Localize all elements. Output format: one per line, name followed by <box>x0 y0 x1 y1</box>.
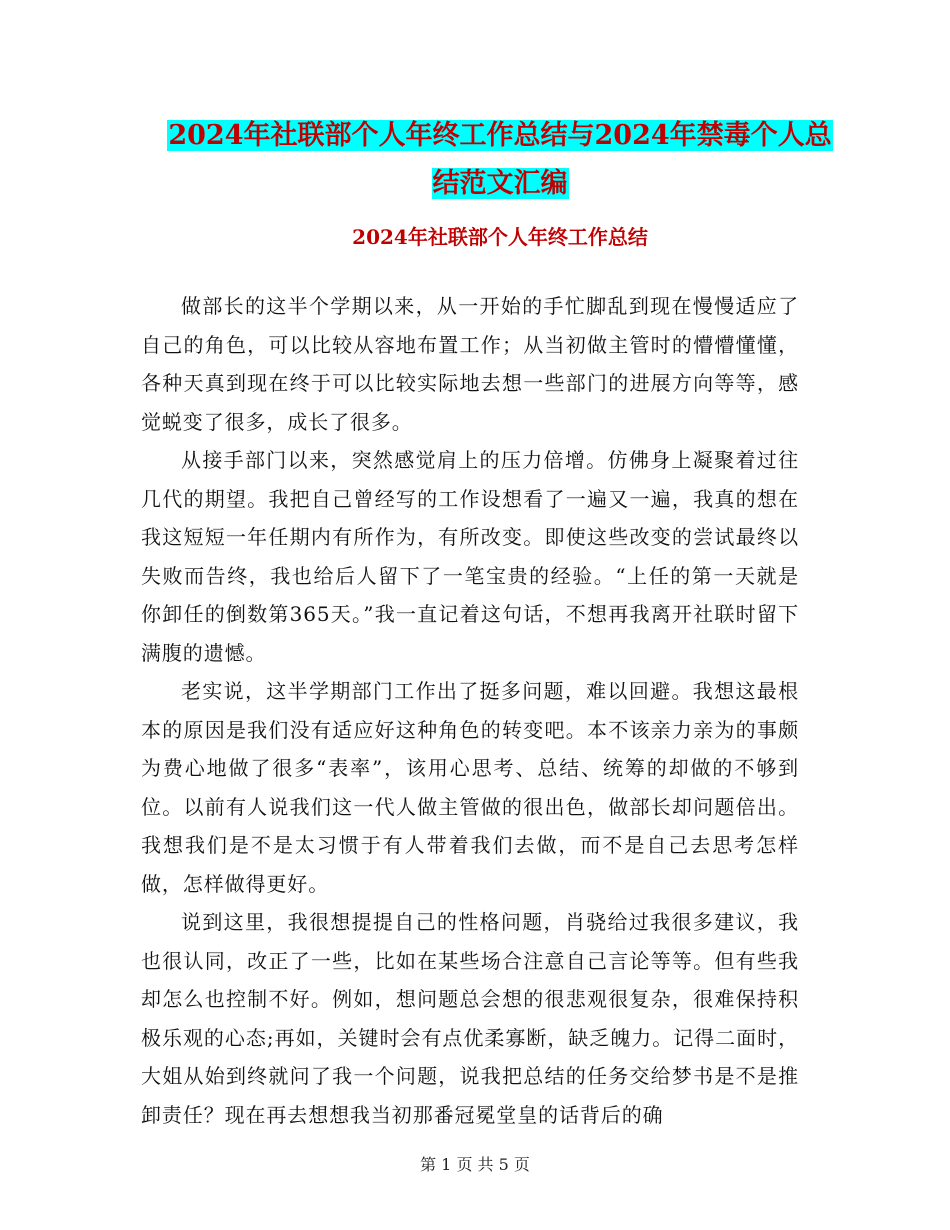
document-title-line-1: 2024年社联部个人年终工作总结与2024年禁毒个人总 <box>168 120 832 151</box>
section-title: 2024年社联部个人年终工作总结 <box>352 225 648 249</box>
document-body <box>141 287 799 1134</box>
paragraph-3: 老实说，这半学期部门工作出了挺多问题，难以回避。我想这最根本的原因是我们没有适应好这种角色的转变吧。本不该亲力亲为的事颇为费心地做了很多“表率”，该用心思考、总结、统筹的却做的不够到位。以前有人说我们这一代人做主管做的很出色，做部长却问题倍出。我想我们是不是太习惯于有人带着我们去做，而不是自己去思考怎样做，怎样做得更好。 <box>141 679 799 896</box>
document-title-line-2: 结范文汇编 <box>432 168 568 199</box>
paragraph-1: 做部长的这半个学期以来，从一开始的手忙脚乱到现在慢慢适应了自己的角色，可以比较从容地布置工作；从当初做主管时的懵懵懂懂，各种天真到现在终于可以比较实际地去想一些部门的进展方向等等，感觉蜕变了很多，成长了很多。 <box>141 294 799 434</box>
paragraph-4: 说到这里，我很想提提自己的性格问题，肖骁给过我很多建议，我也很认同，改正了一些，比如在某些场合注意自己言论等等。但有些我却怎么也控制不好。例如，想问题总会想的很悲观很复杂，很难保持积极乐观的心态;再如，关键时会有点优柔寡断，缺乏魄力。记得二面时，大姐从始到终就问了我一个问题，说我把总结的任务交给梦书是不是推卸责任？现在再去想想我当初那番冠冕堂皇的话背后的确 <box>141 910 799 1127</box>
page-footer: 第 1 页 共 5 页 <box>420 1155 530 1174</box>
paragraph-2: 从接手部门以来，突然感觉肩上的压力倍增。仿佛身上凝聚着过往几代的期望。我把自己曾经写的工作设想看了一遍又一遍，我真的想在我这短短一年任期内有所作为，有所改变。即使这些改变的尝试最终以失败而告终，我也给后人留下了一笔宝贵的经验。“上任的第一天就是你卸任的倒数第365天。”我一直记着这句话，不想再我离开社联时留下满腹的遗憾。 <box>141 448 799 665</box>
document-title <box>140 112 860 208</box>
